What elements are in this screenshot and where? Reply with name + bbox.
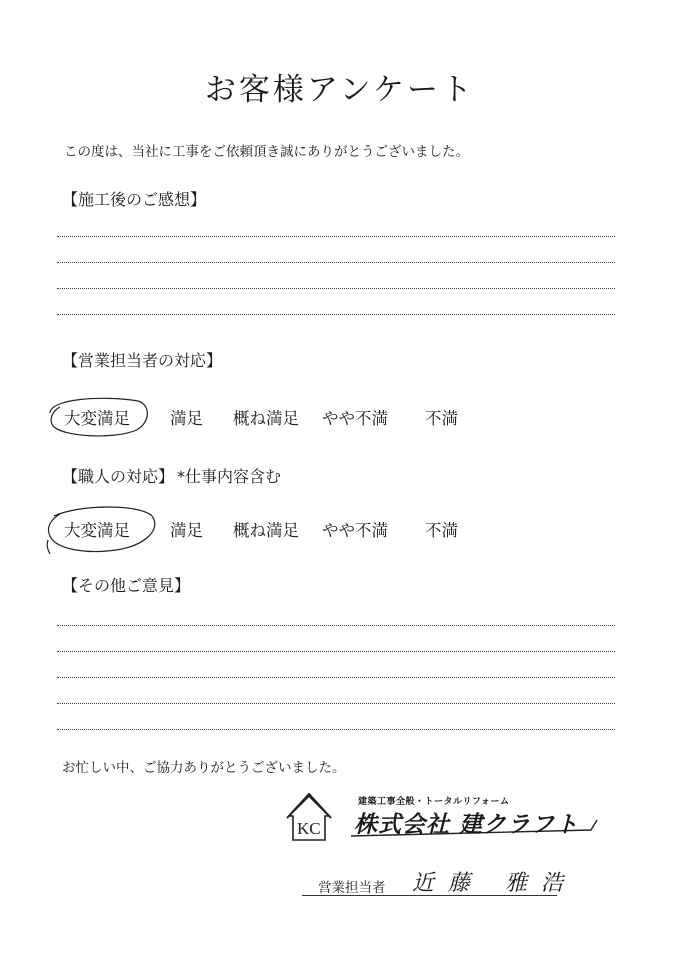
other-line-5 [57,729,615,730]
impressions-line-1 [57,236,615,237]
section-sales-response-heading: 【営業担当者の対応】 [62,351,223,370]
sales-option-very-satisfied[interactable]: 大変満足 [64,409,130,428]
company-tagline: 建築工事全般・トータルリフォーム [358,797,510,807]
impressions-line-4 [57,314,615,315]
logo-mark-text: KC [297,819,321,838]
other-line-2 [57,651,615,652]
other-line-1 [57,625,615,626]
craftsman-option-dissatisfied[interactable]: 不満 [425,521,458,540]
page-title: お客様アンケート [204,72,476,108]
other-line-3 [57,677,615,678]
section-craftsman-response-heading: 【職人の対応】 [62,467,175,486]
staff-label: 営業担当者 [318,880,386,896]
craftsman-response-note: *仕事内容含む [177,467,282,486]
sales-selection-circle [42,393,152,439]
craftsman-selection-circle [40,500,162,556]
intro-text: この度は、当社に工事をご依頼頂き誠にありがとうございました。 [64,144,469,160]
other-line-4 [57,703,615,704]
impressions-line-3 [57,288,615,289]
sales-option-mostly-satisfied[interactable]: 概ね満足 [233,409,299,428]
staff-underline [302,895,557,896]
sales-option-dissatisfied[interactable]: 不満 [425,409,458,428]
company-name: 株式会社 建クラフト [354,812,580,838]
sales-option-satisfied[interactable]: 満足 [170,409,203,428]
closing-text: お忙しい中、ご協力ありがとうございました。 [62,760,346,776]
section-impressions-heading: 【施工後のご感想】 [62,190,207,209]
section-other-heading: 【その他ご意見】 [62,576,191,595]
craftsman-option-somewhat-dissatisfied[interactable]: やや不満 [322,521,388,540]
craftsman-option-mostly-satisfied[interactable]: 概ね満足 [233,521,299,540]
craftsman-option-very-satisfied[interactable]: 大変満足 [64,521,130,540]
craftsman-option-satisfied[interactable]: 満足 [170,521,203,540]
staff-name: 近藤 雅浩 [412,871,577,896]
impressions-line-2 [57,262,615,263]
sales-option-somewhat-dissatisfied[interactable]: やや不満 [322,409,388,428]
